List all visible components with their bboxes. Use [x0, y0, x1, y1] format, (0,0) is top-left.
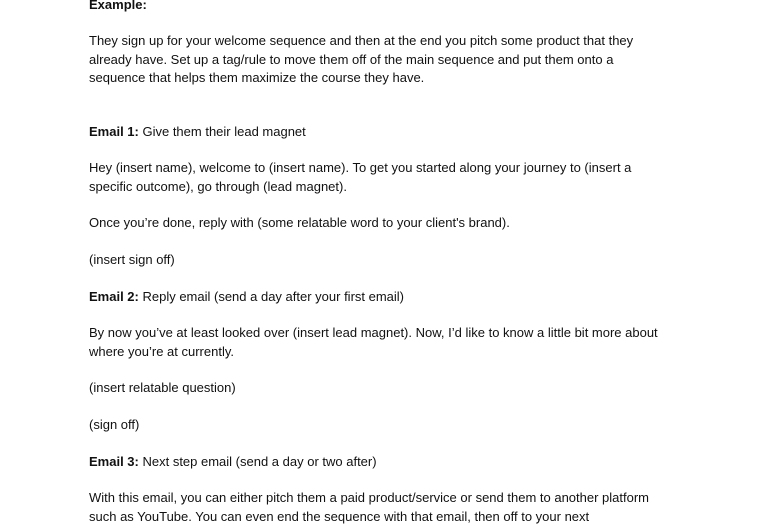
email-2-body-1: By now you’ve at least looked over (insert lead magnet). Now, I’d like to know a little bit more about where you’re at currently.: [89, 325, 658, 359]
email-1-body-2: Once you’re done, reply with (some relatable word to your client's brand).: [89, 215, 510, 230]
intro-paragraph: They sign up for your welcome sequence and then at the end you pitch some product that they already have. Set up a tag/rule to move them off of the main sequence and put them onto a sequence that helps them maximize the course they have.: [89, 33, 634, 85]
email-1-body-1: Hey (insert name), welcome to (insert name). To get you started along your journey to (insert a specific outcome), go through (lead magnet).: [89, 160, 632, 194]
email-2-body-2: (insert relatable question): [89, 380, 236, 395]
email-2-title: Reply email (send a day after your first email): [138, 289, 405, 304]
example-heading: Example:: [89, 0, 147, 12]
email-1-label: Email 1:: [89, 124, 139, 139]
email-3-label: Email 3:: [89, 454, 139, 469]
email-1-signoff: (insert sign off): [89, 252, 175, 267]
email-3-body-1: With this email, you can either pitch them a paid product/service or send them to another platform such as YouTube. You can even end the sequence with that email, then off to your next: [89, 490, 649, 524]
email-3-title: Next step email (send a day or two after): [138, 454, 377, 469]
email-2-heading: [89, 288, 669, 307]
email-2-label: Email 2:: [89, 289, 139, 304]
email-2-signoff: (sign off): [89, 417, 140, 432]
email-1-title: Give them their lead magnet: [138, 124, 306, 139]
email-1-heading: [89, 123, 669, 142]
email-3-heading: [89, 453, 669, 472]
